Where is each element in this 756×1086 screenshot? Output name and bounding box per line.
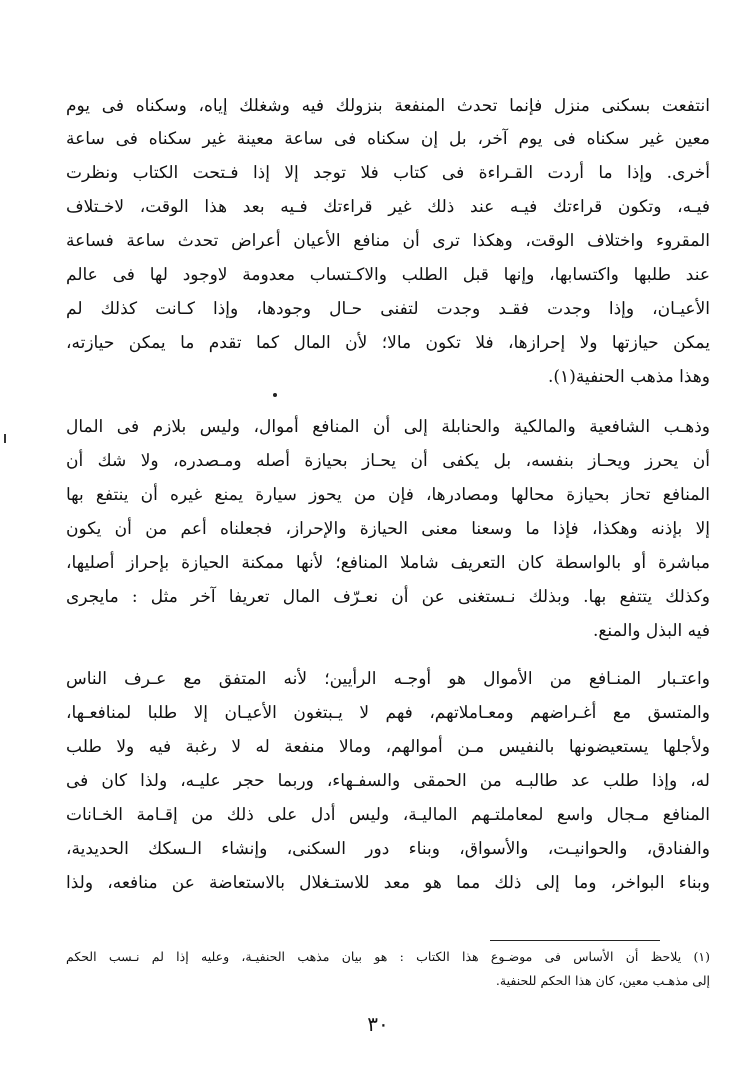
text-line: واعتـبار المنـافع من الأموال هو أوجـه الرأيين؛ لأنه المتفق مع عـرف الناس: [66, 669, 710, 689]
page-number: ٣٠: [367, 1012, 389, 1036]
text-line: إلا بإذنه وهكذا، فإذا ما وسعنا معنى الحيازة والإحراز، فجعلناه أعم من أن يكون: [66, 519, 710, 539]
text-line: أن يحرز ويحـاز بنفسه، بل يكفى أن يحـاز بحيازة أصله ومـصدره، ولا شك أن: [66, 451, 710, 471]
text-line: والمتسق مع أغـراضهم ومعـاملاتهم، فهم لا يـبتغون الأعيـان إلا طلبا لمنافعـها،: [66, 703, 710, 723]
text-line: عند طلبها واكتسابها، وإنها قبل الطلب والاكـتساب معدومة لاوجود لها فى عالم: [66, 265, 710, 285]
text-line: ولأجلها يستعيضونها بالنفيس مـن أموالهم، ومالا منفعة له لا رغبة فيه ولا طلب: [66, 737, 710, 757]
text-line: والفنادق، والحوانيـت، والأسواق، وبناء دور السكنى، وإنشاء الـسكك الحديدية،: [66, 839, 710, 859]
footnote-line: (١) يلاحظ أن الأساس فى موضـوع هذا الكتاب : هو بيان مذهب الحنفيـة، وعليه إذا لم نـسب الحكم: [66, 949, 710, 964]
stray-dot: [273, 393, 277, 397]
margin-mark: [4, 434, 6, 443]
footnote-line: إلى مذهـب معين، كان هذا الحكم للحنفية.: [495, 973, 710, 988]
text-line: وبناء البواخر، وما إلى ذلك مما هو معد للاستـغلال بالاستعاضة عن منافعه، ولذا: [66, 873, 710, 893]
text-line: يمكن حيازتها ولا إحرازها، فلا تكون مالا؛ لأن المال كما تقدم ما يمكن حيازته،: [66, 333, 710, 353]
text-line: وهذا مذهب الحنفية(١).: [548, 367, 710, 387]
text-line: المقروء واختلاف الوقت، وهكذا ترى أن منافع الأعيان أعراض تحدث ساعة فساعة: [66, 231, 710, 251]
text-line: مباشرة أو بالواسطة كان التعريف شاملا المنافع؛ لأنها ممكنة الحيازة بإحراز أصليها،: [66, 553, 710, 573]
footnote-separator: [490, 940, 660, 941]
text-line: فيه البذل والمنع.: [592, 621, 710, 641]
text-line: له، وإذا طلب عد طالبـه من الحمقى والسفـهاء، وربما حجر عليـه، ولذا كان فى: [66, 771, 710, 791]
text-line: أخرى. وإذا ما أردت القـراءة فى كتاب فلا توجد إلا إذا فـتحت الكتاب ونظرت: [66, 163, 710, 183]
text-line: فيـه، وتكون قراءتك فيـه عند ذلك غير قراءتك فـيه بعد هذا الوقت، لاخـتلاف: [66, 197, 710, 217]
text-line: الأعيـان، وإذا وجدت فقـد وجدت لتفنى حـال وجودها، وإذا كـانت كذلك لم: [66, 299, 710, 319]
text-line: وكذلك يتتفع بها. وبذلك نـستغنى عن أن نعـرّف المال تعريفا آخر مثل : مايجرى: [66, 587, 710, 607]
text-line: معين غير سكناه فى يوم آخر، بل إن سكناه فى ساعة معينة غير سكناه فى ساعة: [66, 129, 710, 149]
text-line: المنافع مـجال واسع لمعاملتـهم الماليـة، وليس أدل على ذلك من إقـامة الخـانات: [66, 805, 710, 825]
text-line: وذهـب الشافعية والمالكية والحنابلة إلى أن المنافع أموال، وليس بلازم فى المال: [66, 417, 710, 437]
text-line: المنافع تحاز بحيازة محالها ومصادرها، فإن من يحوز سيارة يمنع غيره أن ينتفع بها: [66, 485, 710, 505]
text-line: انتفعت بسكنى منزل فإنما تحدث المنفعة بنزولك فيه وشغلك إياه، وسكناه فى يوم: [66, 96, 710, 116]
